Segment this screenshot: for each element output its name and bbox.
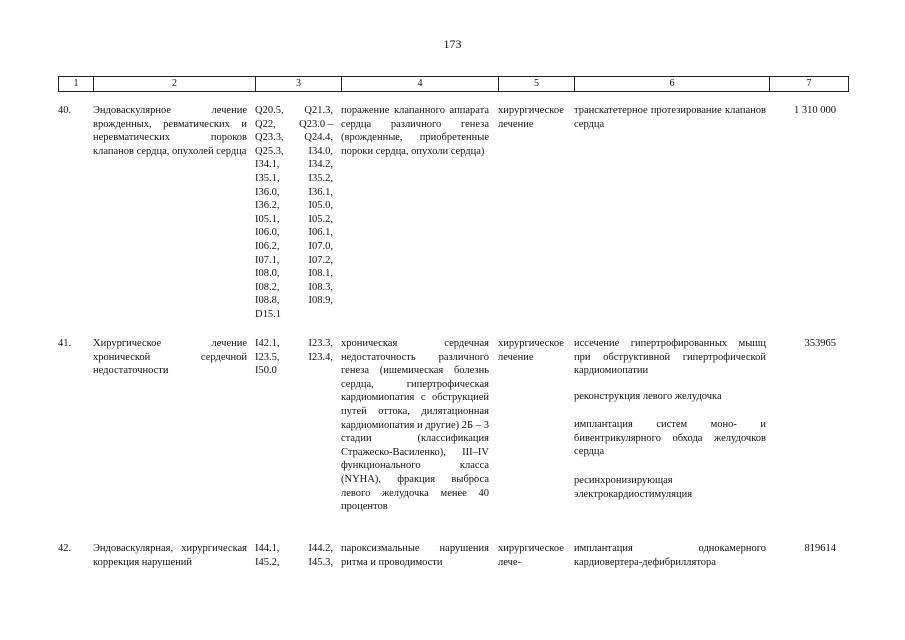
row-model: пароксизмальные нарушения ритма и проводимости [341, 543, 489, 568]
row-model: поражение клапанного аппарата сердца различного генеза (врожденные, приобретенные пороки сердца, опухоли сердца) [341, 105, 489, 157]
row-model: хроническая сердечная недостаточность различного генеза (ишемическая болезнь сердца, гипертрофическая кардиомиопатия с обструкцией путей оттока, дилятационная кардиомиопатия и другие) 2Б – 3 стадии (классификация Стражеско-Василенко), III–IV функционального класса (NYHA), фракция выброса левого желудочка менее 40 процентов [341, 338, 489, 513]
row-method: имплантация систем моно- и бивентрикулярного обхода желудочков сердца [574, 419, 766, 458]
header-col-4: 4 [342, 77, 499, 91]
header-col-2: 2 [94, 77, 256, 91]
row-method: транскатетерное протезирование клапанов сердца [574, 105, 766, 130]
row-name: Эндоваскулярная, хирургическая коррекция нарушений [93, 543, 247, 568]
row-treatment: хирургическое лече- [498, 543, 564, 568]
row-treatment: хирургическое лечение [498, 338, 564, 363]
header-col-6: 6 [575, 77, 770, 91]
row-method: иссечение гипертрофированных мышц при обструктивной гипертрофической кардиомиопатии [574, 338, 766, 377]
header-col-1: 1 [59, 77, 94, 91]
header-col-5: 5 [499, 77, 575, 91]
page-number: 173 [443, 37, 462, 51]
row-method: реконструкция левого желудочка [574, 391, 722, 402]
row-treatment: хирургическое лечение [498, 105, 564, 130]
row-number: 40. [58, 105, 72, 116]
row-cost: 1 310 000 [794, 105, 836, 116]
table-header [58, 76, 849, 92]
row-name: Эндоваскулярное лечение врожденных, ревматических и неревматических пороков клапанов сердца, опухолей сердца [93, 105, 247, 157]
row-codes: I42.1, I23.3, I23.5, I23.4, I50.0 [255, 338, 333, 377]
row-method: имплантация однокамерного кардиовертера-дефибриллятора [574, 543, 766, 568]
row-cost: 819614 [804, 543, 836, 554]
row-number: 42. [58, 543, 72, 554]
row-codes: Q20.5, Q21.3, Q22, Q23.0 – Q23.3, Q24.4, Q25.3, I34.0, I34.1, I34.2, I35.1, I35.2, I36.0, I36.1, I36.2, I05.0, I05.1, I05.2, I06.0, I06.1, I06.2, I07.0, I07.1, I07.2, I08.0, I08.1, I08.2, I08.3, I08.8, I08.9, D15.1 [255, 105, 333, 320]
row-name: Хирургическое лечение хронической сердечной недостаточности [93, 338, 247, 377]
row-cost: 353965 [804, 338, 836, 349]
header-col-7: 7 [806, 78, 812, 89]
row-codes: I44.1, I44.2, I45.2, I45.3, [255, 543, 333, 568]
header-col-3: 3 [256, 77, 342, 91]
row-method: ресинхронизирующая электрокардиостимуляция [574, 475, 693, 500]
row-number: 41. [58, 338, 72, 349]
